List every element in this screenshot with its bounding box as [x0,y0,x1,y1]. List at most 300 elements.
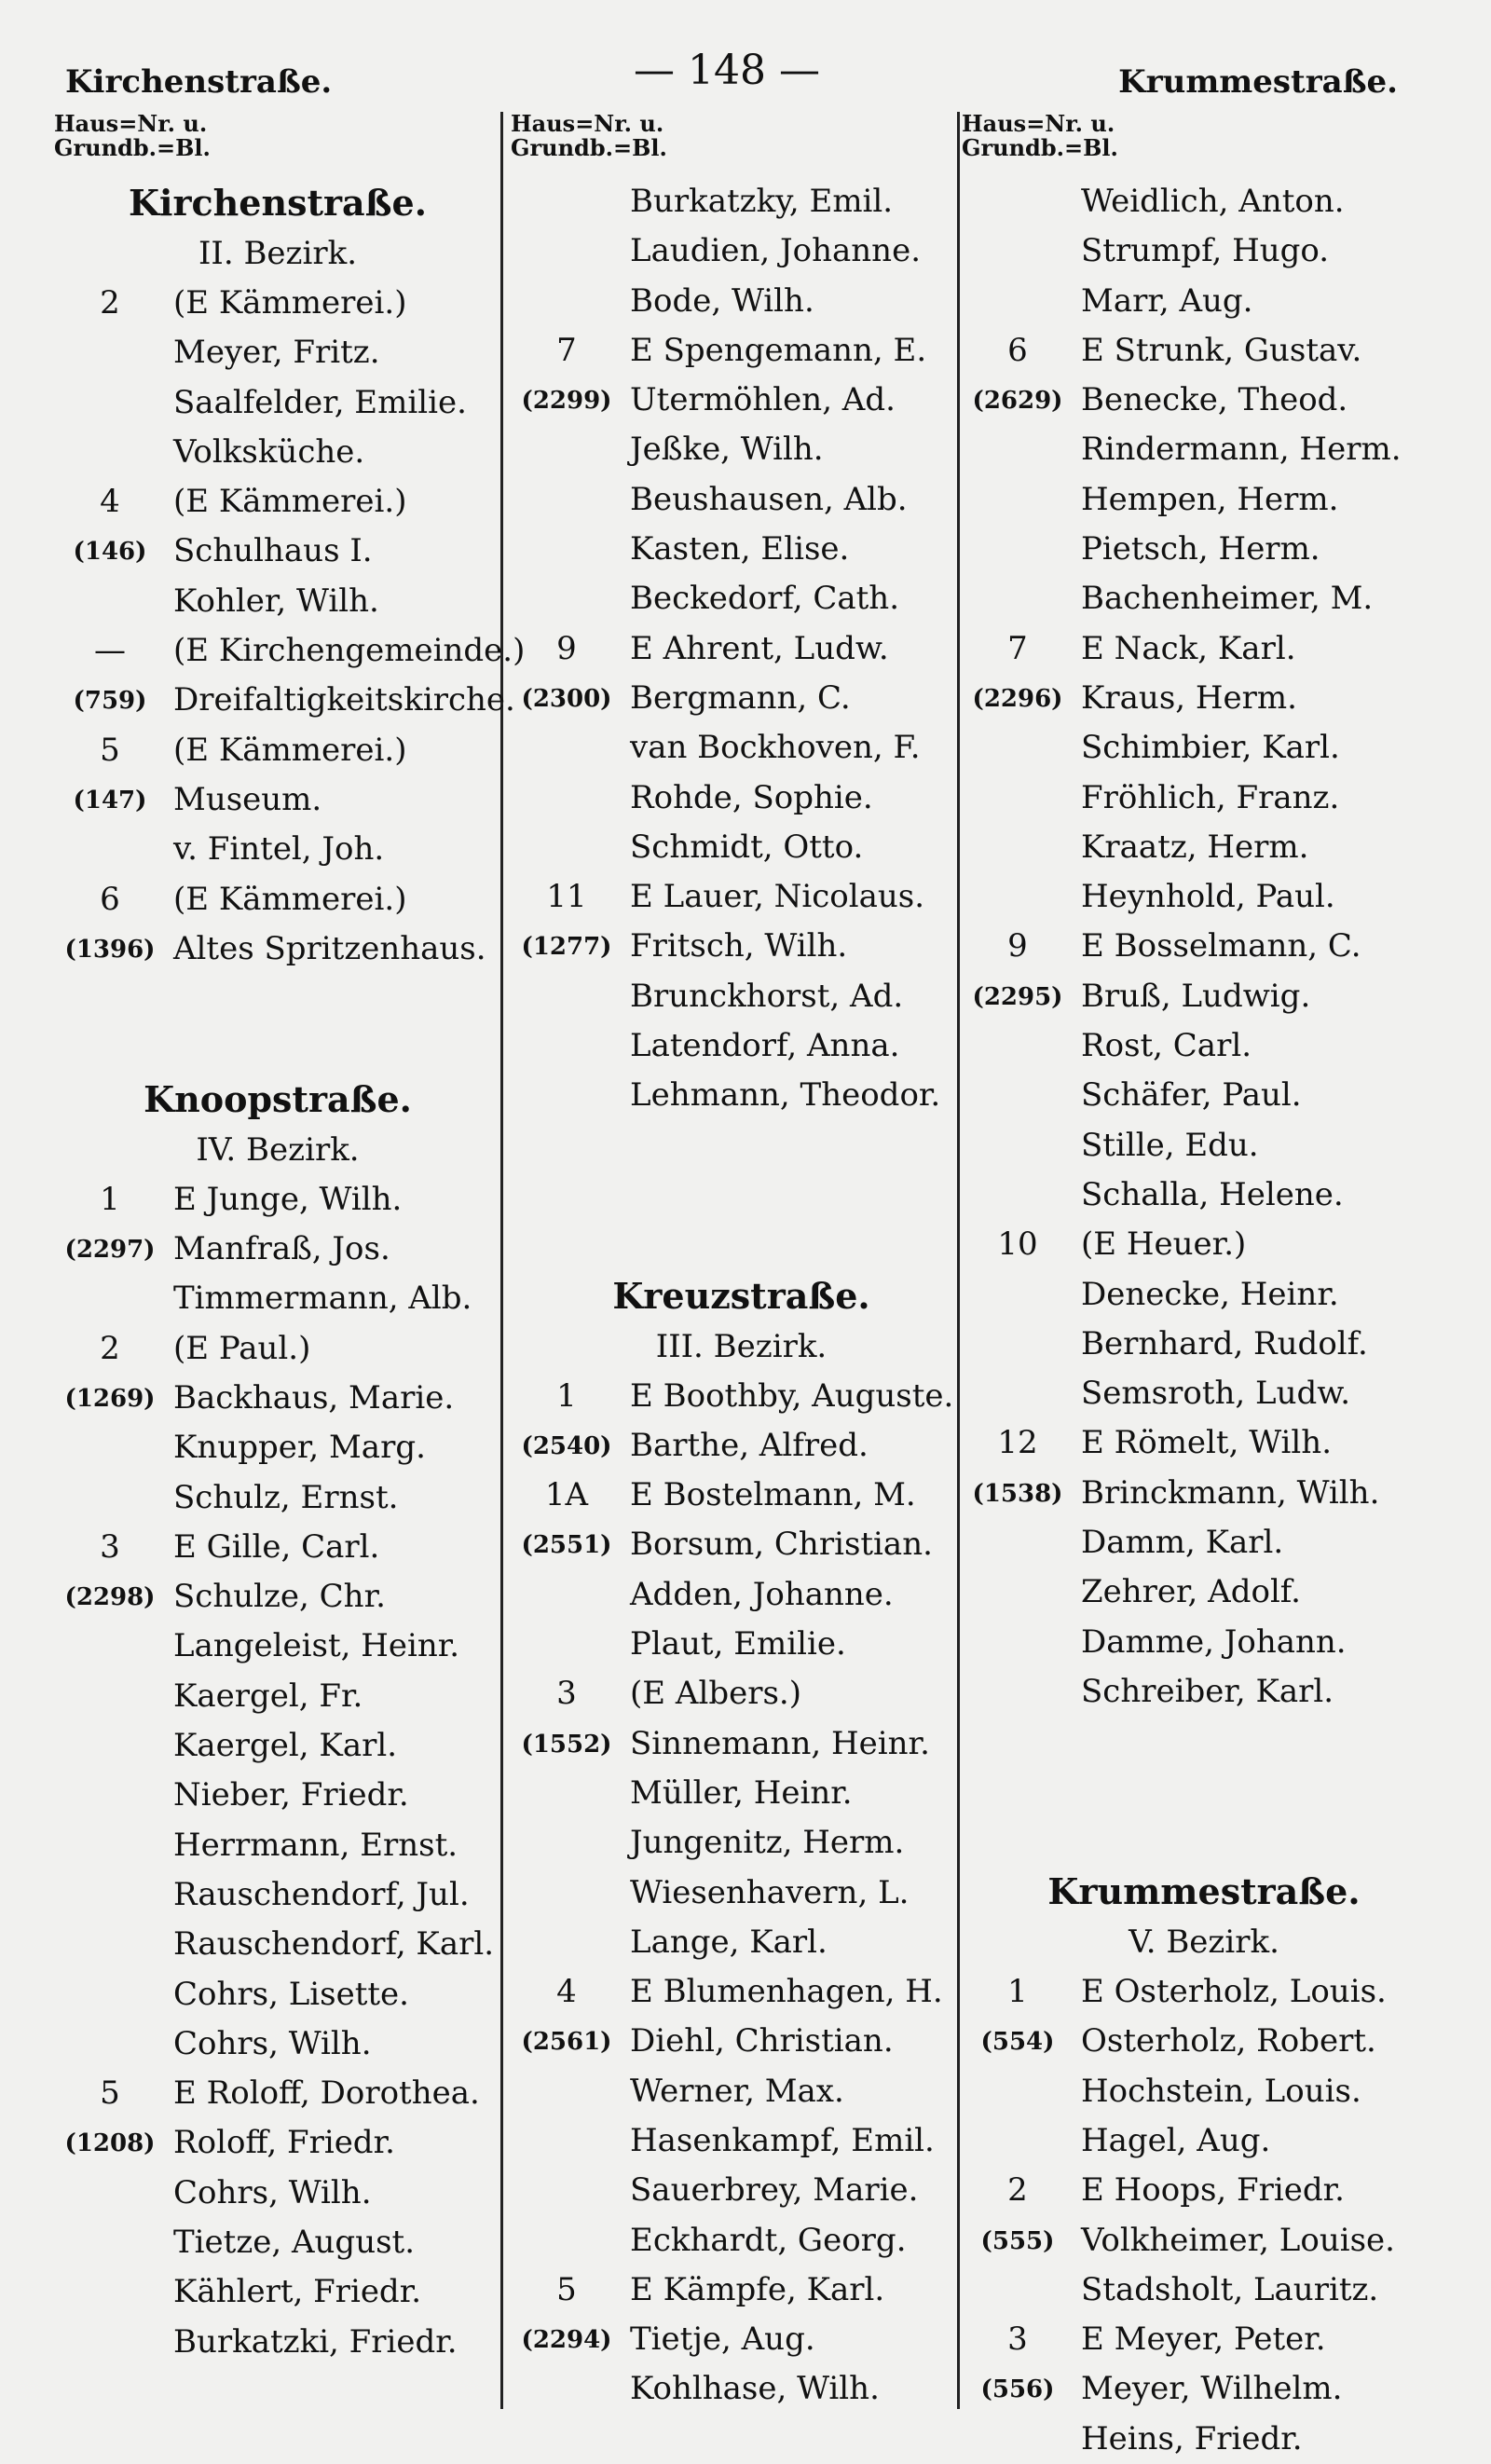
grundbuch-number: (2551) [521,1531,612,1560]
column-header-line-2: Grundb.=Bl. [54,134,211,161]
directory-entry [54,726,501,775]
entry-text: Beckedorf, Cath. [630,580,899,618]
entry-text: Schulze, Chr. [173,1578,386,1616]
column-3 [962,110,1446,2457]
directory-entry [511,2364,972,2414]
directory-entry [511,1918,972,1967]
column-header-line-1: Haus=Nr. u. [54,110,208,137]
house-number: 3 [1007,2320,1028,2359]
entry-text: Bergmann, C. [630,678,851,717]
directory-entry [54,924,501,974]
directory-entry [511,773,972,823]
entry-text: Volksküche. [173,432,365,471]
directory-entry [511,177,972,226]
entry-text: Meyer, Wilhelm. [1081,2370,1343,2408]
entry-text: Laudien, Johanne. [630,232,922,270]
entry-text: Rohde, Sophie. [630,778,873,816]
directory-entry [511,624,972,674]
street-title: Krummestraße. [1047,1870,1361,1913]
entry-text: Kaergel, Fr. [173,1677,363,1715]
entry-text: Schmidt, Otto. [630,828,864,866]
house-number: 11 [546,878,587,916]
directory-entry [54,1821,501,1870]
entry-text: (E Kirchengemeinde.) [173,632,526,670]
entry-text: Rauschendorf, Jul. [173,1875,470,1913]
entry-text: E Strunk, Gustav. [1081,331,1362,369]
directory-entry [54,2318,501,2367]
directory-entry [962,2017,1446,2066]
grundbuch-number: (759) [73,687,147,716]
directory-entry [511,1967,972,2017]
directory-entry [511,872,972,922]
directory-entry [962,823,1446,872]
entry-text: Osterholz, Robert. [1081,2022,1376,2060]
entry-text: Altes Spritzenhaus. [173,929,486,967]
entry-text: Utermöhlen, Ad. [630,381,896,419]
grundbuch-number: (2297) [64,1236,156,1265]
grundbuch-number: (2294) [521,2326,612,2355]
directory-entry [54,1225,501,1274]
entry-text: Bruß, Ludwig. [1081,977,1311,1015]
entry-text: Adden, Johanne. [630,1575,894,1613]
grundbuch-number: (1538) [972,1479,1063,1508]
grundbuch-number: (2540) [521,1431,612,1460]
directory-entry [54,1374,501,1423]
column-header [962,112,1446,177]
directory-entry [54,378,501,428]
column-header [511,112,972,177]
house-number: 4 [100,483,120,521]
entry-text: Herrmann, Ernst. [173,1826,458,1864]
column-1 [54,110,526,2404]
directory-entry [54,279,501,328]
entry-text: Kraatz, Herm. [1081,828,1309,866]
grundbuch-number: (1269) [64,1384,156,1413]
grundbuch-number: (555) [980,2226,1055,2255]
entry-text: (E Kämmerei.) [173,880,407,918]
house-number: 1 [100,1180,120,1218]
entry-text: (E Heuer.) [1081,1225,1247,1264]
directory-entry [54,1771,501,1820]
entry-text: Jeßke, Wilh. [630,431,824,469]
house-number: 6 [1007,331,1028,369]
directory-entry [962,2415,1446,2464]
directory-entry [962,1518,1446,1567]
entry-text: Burkatzky, Emil. [630,183,894,220]
entry-text: Lange, Karl. [630,1923,828,1961]
directory-entry [511,972,972,1021]
directory-entry [511,823,972,872]
directory-entry [511,2116,972,2166]
grundbuch-number: (556) [980,2375,1055,2404]
directory-entry [511,1818,972,1868]
directory-entry [962,525,1446,574]
entry-text: E Osterholz, Louis. [1081,1973,1387,2011]
directory-entry [511,2216,972,2266]
spacer [962,1717,1446,1766]
entry-text: Kasten, Elise. [630,530,850,568]
house-number: 4 [556,1973,577,2011]
house-number: 9 [1007,927,1028,965]
directory-entry [511,1620,972,1669]
directory-entry [962,1667,1446,1717]
directory-entry [962,2266,1446,2315]
entry-text: van Bockhoven, F. [630,729,921,767]
spacer [511,1121,972,1170]
column-header [54,112,501,177]
entry-text: Plaut, Emilie. [630,1625,846,1663]
entry-text: E Kämpfe, Karl. [630,2270,885,2308]
entry-text: v. Fintel, Joh. [173,830,385,869]
directory-entry [511,376,972,425]
entry-text: Wiesenhavern, L. [630,1873,910,1911]
entry-text: Roloff, Friedr. [173,2124,395,2162]
entry-text: Pietsch, Herm. [1081,530,1320,568]
entry-text: E Lauer, Nicolaus. [630,878,925,916]
entry-text: (E Kämmerei.) [173,731,407,769]
directory-entry [54,676,515,725]
directory-entry [962,226,1446,276]
district-label: V. Bezirk. [1129,1923,1279,1962]
column-header-line-1: Haus=Nr. u. [511,110,664,137]
directory-entry [962,1071,1446,1120]
house-number: 1 [556,1376,577,1415]
directory-entry [511,674,972,723]
entry-text: Marr, Aug. [1081,281,1253,320]
directory-entry [511,1719,972,1769]
entry-text: Hempen, Herm. [1081,480,1339,518]
entry-text: Schäfer, Paul. [1081,1076,1302,1115]
entry-text: Cohrs, Lisette. [173,1975,409,2013]
directory-entry [54,1274,501,1323]
entry-text: Latendorf, Anna. [630,1027,900,1065]
entry-text: Kählert, Friedr. [173,2273,422,2311]
house-number: 7 [556,331,577,369]
house-number: 3 [100,1527,120,1566]
house-number: 7 [1007,629,1028,667]
house-number: 5 [556,2270,577,2308]
entry-text: Stille, Edu. [1081,1126,1259,1164]
directory-entry [54,775,501,825]
entry-text: Borsum, Christian. [630,1526,933,1564]
directory-entry [962,1967,1446,2017]
entry-text: E Roloff, Dorothea. [173,2074,480,2113]
entry-text: Benecke, Theod. [1081,381,1348,419]
spacer [54,1023,501,1073]
directory-entry [54,428,501,477]
entry-text: Schulhaus I. [173,532,373,570]
column-header-line-2: Grundb.=Bl. [511,134,667,161]
entry-text: Fritsch, Wilh. [630,927,848,965]
directory-entry [962,177,1446,226]
grundbuch-number: (2299) [521,387,612,416]
directory-entry [54,626,526,676]
grundbuch-number: (2561) [521,2028,612,2057]
entry-text: Diehl, Christian. [630,2022,894,2060]
directory-entry [54,1473,501,1523]
directory-entry [962,475,1446,525]
entry-text: (E Kämmerei.) [173,284,407,322]
house-number: 3 [556,1675,577,1713]
entry-text: Müller, Heinr. [630,1773,853,1812]
directory-entry [54,1175,501,1225]
directory-entry [54,577,501,626]
entry-text: Tietze, August. [173,2223,416,2261]
entry-text: Backhaus, Marie. [173,1378,455,1417]
directory-entry [962,1320,1446,1369]
house-number: 5 [100,2074,120,2113]
grundbuch-number: (1208) [64,2129,156,2158]
grundbuch-number: (2296) [972,684,1063,713]
entry-text: Kohlhase, Wilh. [630,2370,880,2408]
directory-entry [54,1324,501,1374]
directory-entry [962,376,1446,425]
house-number: 9 [556,629,577,667]
entry-text: Bachenheimer, M. [1081,580,1374,618]
entry-text: Knupper, Marg. [173,1429,426,1467]
grundbuch-number: (2300) [521,684,612,713]
entry-text: Brunckhorst, Ad. [630,977,904,1015]
entry-text: Tietje, Aug. [630,2320,815,2359]
entry-text: Denecke, Heinr. [1081,1275,1339,1313]
entry-text: Barthe, Alfred. [630,1426,869,1464]
house-number: 6 [100,880,120,918]
entry-text: (E Paul.) [173,1329,311,1367]
directory-entry [962,624,1446,674]
grundbuch-number: (1552) [521,1730,612,1759]
entry-text: E Boothby, Auguste. [630,1376,954,1415]
directory-entry [962,2067,1446,2116]
house-number: 1 [1007,1973,1028,2011]
entry-text: Schreiber, Karl. [1081,1672,1334,1710]
directory-entry [962,1567,1446,1617]
entry-text: Werner, Max. [630,2072,844,2110]
entry-text: Stadsholt, Lauritz. [1081,2270,1379,2308]
directory-entry [54,1721,501,1771]
entry-text: Rauschendorf, Karl. [173,1925,495,1964]
directory-entry [54,527,501,576]
directory-entry [511,525,972,574]
grundbuch-number: (2295) [972,982,1063,1011]
directory-entry [511,425,972,474]
directory-entry [54,1870,501,1920]
entry-text: E Bosselmann, C. [1081,927,1361,965]
directory-entry [511,922,972,971]
directory-entry [962,723,1446,773]
directory-entry [54,1970,501,2019]
entry-text: Sinnemann, Heinr. [630,1724,930,1762]
entry-text: Museum. [173,780,322,818]
directory-entry [54,2019,501,2069]
entry-text: E Gille, Carl. [173,1527,380,1566]
entry-text: Schulz, Ernst. [173,1478,399,1516]
directory-entry [962,2364,1446,2414]
entry-text: Brinckmann, Wilh. [1081,1473,1380,1512]
entry-text: Semsroth, Ludw. [1081,1375,1351,1413]
directory-entry [511,723,972,773]
entry-text: Burkatzki, Friedr. [173,2322,458,2361]
street-title: Kirchenstraße. [129,182,427,224]
entry-text: Bernhard, Rudolf. [1081,1324,1368,1362]
entry-text: Kraus, Herm. [1081,678,1297,717]
directory-entry [511,475,972,525]
grundbuch-number: (554) [980,2028,1055,2057]
entry-text: E Ahrent, Ludw. [630,629,889,667]
entry-text: E Bostelmann, M. [630,1476,916,1514]
page-header [0,26,1491,101]
entry-text: Fröhlich, Franz. [1081,778,1340,816]
directory-entry [511,2017,972,2066]
entry-text: Schalla, Helene. [1081,1175,1344,1213]
directory-entry [511,1471,972,1520]
entry-text: E Nack, Karl. [1081,629,1296,667]
spacer [962,1816,1446,1866]
spacer [54,974,501,1023]
directory-entry [54,1672,501,1721]
entry-text: Bode, Wilh. [630,281,814,320]
entry-text: Rindermann, Herm. [1081,431,1402,469]
entry-text: Heins, Friedr. [1081,2419,1303,2457]
directory-entry [511,2315,972,2364]
entry-text: Cohrs, Wilh. [173,2173,372,2211]
entry-text: Damm, Karl. [1081,1524,1284,1562]
entry-text: Sauerbrey, Marie. [630,2171,919,2210]
directory-entry [54,2069,501,2118]
entry-text: Weidlich, Anton. [1081,183,1345,220]
directory-entry [962,1469,1446,1518]
entry-text: Saalfelder, Emilie. [173,383,467,421]
entry-text: E Meyer, Peter. [1081,2320,1326,2359]
entry-text: (E Kämmerei.) [173,483,407,521]
entry-text: Rost, Carl. [1081,1027,1252,1065]
directory-entry [962,2216,1446,2266]
house-number: 2 [1007,2171,1028,2210]
house-number: 5 [100,731,120,769]
directory-entry [962,1418,1446,1468]
directory-entry [962,872,1446,922]
directory-entry [962,1369,1446,1418]
house-number: 10 [997,1225,1038,1264]
directory-entry [511,1570,972,1620]
directory-entry [962,922,1446,971]
entry-text: Zehrer, Adolf. [1081,1573,1301,1611]
directory-entry [54,2118,501,2168]
entry-text: Cohrs, Wilh. [173,2024,372,2062]
house-number: 12 [997,1424,1038,1462]
directory-entry [962,1618,1446,1667]
entry-text: Manfraß, Jos. [173,1230,390,1268]
grundbuch-number: (146) [73,538,147,567]
house-number: 2 [100,284,120,322]
directory-entry [511,1021,972,1071]
entry-text: Kohler, Wilh. [173,582,379,620]
entry-text: Kaergel, Karl. [173,1727,398,1765]
directory-entry [54,875,501,924]
spacer [511,1170,972,1220]
directory-entry [54,1572,501,1622]
entry-text: Nieber, Friedr. [173,1776,409,1814]
directory-entry [962,1170,1446,1220]
entry-text: Hochstein, Louis. [1081,2072,1361,2110]
entry-text: Hasenkampf, Emil. [630,2121,935,2159]
house-number: 2 [100,1329,120,1367]
street-title: Knoopstraße. [144,1077,412,1120]
directory-entry [511,226,972,276]
entry-text: Heynhold, Paul. [1081,878,1335,916]
directory-entry [962,972,1446,1021]
grundbuch-number: (1277) [521,933,612,962]
directory-entry [54,2218,501,2267]
entry-text: E Junge, Wilh. [173,1180,403,1218]
house-number: 1A [544,1476,589,1514]
directory-entry [511,1520,972,1569]
directory-entry [511,326,972,376]
entry-text: Lehmann, Theodor. [630,1076,941,1115]
house-number: — [94,632,126,670]
running-head-right: Krummestraße. [1118,63,1398,101]
directory-entry [54,477,501,527]
directory-entry [511,1869,972,1918]
directory-entry [54,1523,501,1572]
directory-entry [962,674,1446,723]
directory-entry [511,1769,972,1818]
entry-text: E Blumenhagen, H. [630,1973,943,2011]
column-2 [511,110,972,2408]
page-number: — 148 — [634,47,820,94]
grundbuch-number: (1396) [64,935,156,964]
spacer [962,1767,1446,1816]
directory-entry [54,2267,501,2317]
district-label: II. Bezirk. [198,235,358,272]
grundbuch-number: (2298) [64,1583,156,1612]
entry-text: Strumpf, Hugo. [1081,232,1330,270]
directory-entry [511,574,972,623]
directory-entry [511,1372,972,1421]
directory-entry [962,1270,1446,1320]
directory-entry [511,1071,972,1120]
directory-entry [54,1622,501,1671]
district-label: III. Bezirk. [655,1327,828,1365]
grundbuch-number: (2629) [972,387,1063,416]
entry-text: Damme, Johann. [1081,1622,1347,1661]
entry-text: Eckhardt, Georg. [630,2221,907,2259]
entry-text: Hagel, Aug. [1081,2121,1271,2159]
directory-entry [962,2315,1446,2364]
entry-text: Beushausen, Alb. [630,480,908,518]
directory-entry [962,773,1446,823]
column-header-line-1: Haus=Nr. u. [962,110,1115,137]
directory-entry [54,1423,501,1472]
directory-entry [962,425,1446,474]
directory-entry [54,1920,501,1969]
entry-text: Dreifaltigkeitskirche. [173,681,515,719]
street-title: Kreuzstraße. [612,1274,870,1317]
entry-text: Schimbier, Karl. [1081,729,1340,767]
directory-entry [962,2166,1446,2215]
district-label: IV. Bezirk. [196,1130,360,1169]
entry-text: Volkheimer, Louise. [1081,2221,1395,2259]
directory-entry [511,2166,972,2215]
entry-text: Timmermann, Alb. [173,1280,472,1318]
entry-text: (E Albers.) [630,1675,801,1713]
directory-entry [962,1220,1446,1269]
entry-text: E Römelt, Wilh. [1081,1424,1333,1462]
directory-entry [511,2266,972,2315]
directory-entry [511,1421,972,1471]
entry-text: E Spengemann, E. [630,331,927,369]
directory-entry [511,1669,972,1718]
directory-entry [54,328,501,377]
